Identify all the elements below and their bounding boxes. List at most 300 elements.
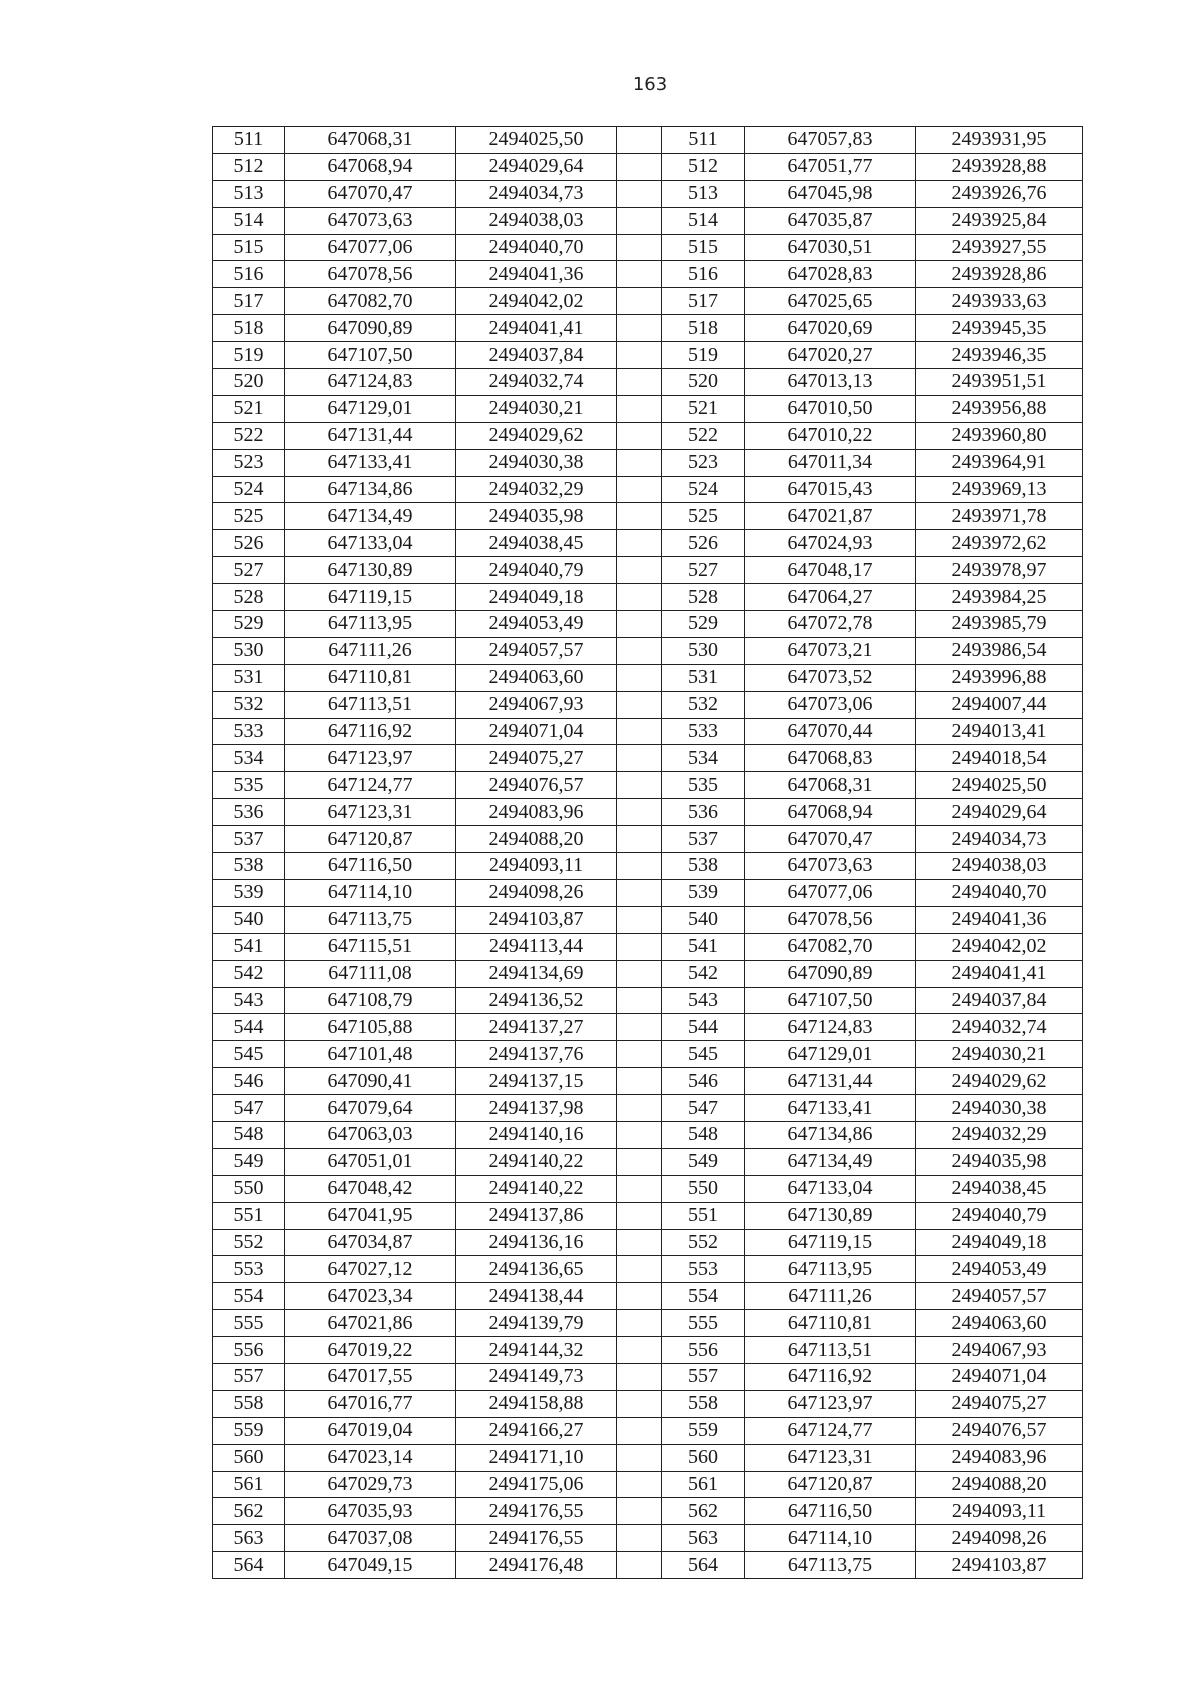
x-coordinate-right: 647010,22	[745, 422, 916, 449]
empty-gap-cell	[617, 826, 662, 853]
empty-gap-cell	[617, 853, 662, 880]
x-coordinate-left: 647129,01	[285, 395, 456, 422]
point-number-left: 528	[213, 584, 285, 611]
table-row	[213, 637, 1083, 664]
x-coordinate-left: 647114,10	[285, 879, 456, 906]
point-number-left: 515	[213, 234, 285, 261]
x-coordinate-left: 647041,95	[285, 1202, 456, 1229]
x-coordinate-right: 647048,17	[745, 557, 916, 584]
point-number-left: 530	[213, 637, 285, 664]
empty-gap-cell	[617, 530, 662, 557]
x-coordinate-right: 647134,86	[745, 1121, 916, 1148]
y-coordinate-right: 2493985,79	[916, 611, 1083, 638]
x-coordinate-left: 647111,26	[285, 637, 456, 664]
y-coordinate-right: 2494040,79	[916, 1202, 1083, 1229]
point-number-right: 541	[662, 933, 745, 960]
point-number-left: 553	[213, 1256, 285, 1283]
x-coordinate-right: 647113,95	[745, 1256, 916, 1283]
x-coordinate-right: 647021,87	[745, 503, 916, 530]
y-coordinate-left: 2494034,73	[456, 180, 617, 207]
point-number-right: 555	[662, 1310, 745, 1337]
point-number-right: 522	[662, 422, 745, 449]
y-coordinate-left: 2494134,69	[456, 960, 617, 987]
point-number-right: 535	[662, 772, 745, 799]
y-coordinate-left: 2494175,06	[456, 1471, 617, 1498]
y-coordinate-right: 2493960,80	[916, 422, 1083, 449]
empty-gap-cell	[617, 395, 662, 422]
y-coordinate-right: 2494041,41	[916, 960, 1083, 987]
empty-gap-cell	[617, 1417, 662, 1444]
table-row	[213, 691, 1083, 718]
x-coordinate-right: 647013,13	[745, 369, 916, 396]
table-row	[213, 718, 1083, 745]
table-row	[213, 1095, 1083, 1122]
table-row	[213, 1068, 1083, 1095]
empty-gap-cell	[617, 503, 662, 530]
table-row	[213, 933, 1083, 960]
point-number-right: 545	[662, 1041, 745, 1068]
table-row	[213, 1041, 1083, 1068]
y-coordinate-right: 2494041,36	[916, 906, 1083, 933]
x-coordinate-right: 647057,83	[745, 127, 916, 154]
point-number-right: 513	[662, 180, 745, 207]
x-coordinate-left: 647048,42	[285, 1175, 456, 1202]
empty-gap-cell	[617, 476, 662, 503]
empty-gap-cell	[617, 1256, 662, 1283]
table-row	[213, 664, 1083, 691]
table-row	[213, 1256, 1083, 1283]
x-coordinate-left: 647124,83	[285, 369, 456, 396]
table-row	[213, 1498, 1083, 1525]
y-coordinate-left: 2494057,57	[456, 637, 617, 664]
point-number-left: 550	[213, 1175, 285, 1202]
y-coordinate-left: 2494025,50	[456, 127, 617, 154]
x-coordinate-right: 647028,83	[745, 261, 916, 288]
point-number-left: 526	[213, 530, 285, 557]
x-coordinate-left: 647077,06	[285, 234, 456, 261]
y-coordinate-left: 2494030,38	[456, 449, 617, 476]
y-coordinate-right: 2494018,54	[916, 745, 1083, 772]
y-coordinate-right: 2494030,21	[916, 1041, 1083, 1068]
x-coordinate-left: 647049,15	[285, 1552, 456, 1579]
y-coordinate-right: 2493951,51	[916, 369, 1083, 396]
x-coordinate-left: 647027,12	[285, 1256, 456, 1283]
table-row	[213, 1471, 1083, 1498]
y-coordinate-left: 2494076,57	[456, 772, 617, 799]
table-row	[213, 1175, 1083, 1202]
y-coordinate-right: 2493978,97	[916, 557, 1083, 584]
x-coordinate-left: 647021,86	[285, 1310, 456, 1337]
point-number-left: 521	[213, 395, 285, 422]
y-coordinate-right: 2494071,04	[916, 1363, 1083, 1390]
y-coordinate-right: 2494035,98	[916, 1148, 1083, 1175]
point-number-left: 529	[213, 611, 285, 638]
point-number-left: 545	[213, 1041, 285, 1068]
table-row	[213, 422, 1083, 449]
x-coordinate-left: 647023,14	[285, 1444, 456, 1471]
y-coordinate-left: 2494041,41	[456, 315, 617, 342]
point-number-left: 564	[213, 1552, 285, 1579]
empty-gap-cell	[617, 718, 662, 745]
point-number-left: 543	[213, 987, 285, 1014]
x-coordinate-right: 647064,27	[745, 584, 916, 611]
y-coordinate-left: 2494103,87	[456, 906, 617, 933]
x-coordinate-right: 647011,34	[745, 449, 916, 476]
x-coordinate-left: 647113,95	[285, 611, 456, 638]
point-number-left: 561	[213, 1471, 285, 1498]
x-coordinate-right: 647078,56	[745, 906, 916, 933]
x-coordinate-left: 647105,88	[285, 1014, 456, 1041]
y-coordinate-right: 2493969,13	[916, 476, 1083, 503]
empty-gap-cell	[617, 772, 662, 799]
y-coordinate-left: 2494171,10	[456, 1444, 617, 1471]
point-number-left: 520	[213, 369, 285, 396]
point-number-left: 563	[213, 1525, 285, 1552]
x-coordinate-left: 647070,47	[285, 180, 456, 207]
point-number-left: 537	[213, 826, 285, 853]
point-number-right: 527	[662, 557, 745, 584]
point-number-right: 524	[662, 476, 745, 503]
y-coordinate-left: 2494137,15	[456, 1068, 617, 1095]
table-row	[213, 1363, 1083, 1390]
empty-gap-cell	[617, 557, 662, 584]
point-number-right: 548	[662, 1121, 745, 1148]
y-coordinate-left: 2494140,16	[456, 1121, 617, 1148]
y-coordinate-left: 2494029,64	[456, 153, 617, 180]
y-coordinate-right: 2494049,18	[916, 1229, 1083, 1256]
x-coordinate-left: 647116,92	[285, 718, 456, 745]
y-coordinate-left: 2494137,27	[456, 1014, 617, 1041]
x-coordinate-left: 647123,31	[285, 799, 456, 826]
x-coordinate-left: 647034,87	[285, 1229, 456, 1256]
point-number-right: 542	[662, 960, 745, 987]
point-number-right: 546	[662, 1068, 745, 1095]
point-number-left: 548	[213, 1121, 285, 1148]
y-coordinate-right: 2493928,88	[916, 153, 1083, 180]
x-coordinate-right: 647113,75	[745, 1552, 916, 1579]
x-coordinate-right: 647116,92	[745, 1363, 916, 1390]
point-number-left: 513	[213, 180, 285, 207]
x-coordinate-left: 647082,70	[285, 288, 456, 315]
x-coordinate-right: 647107,50	[745, 987, 916, 1014]
x-coordinate-right: 647024,93	[745, 530, 916, 557]
point-number-right: 514	[662, 207, 745, 234]
table-row	[213, 799, 1083, 826]
x-coordinate-left: 647101,48	[285, 1041, 456, 1068]
x-coordinate-right: 647073,63	[745, 853, 916, 880]
x-coordinate-left: 647120,87	[285, 826, 456, 853]
empty-gap-cell	[617, 1471, 662, 1498]
point-number-right: 544	[662, 1014, 745, 1041]
empty-gap-cell	[617, 1363, 662, 1390]
y-coordinate-right: 2494083,96	[916, 1444, 1083, 1471]
point-number-right: 511	[662, 127, 745, 154]
x-coordinate-right: 647124,83	[745, 1014, 916, 1041]
y-coordinate-left: 2494138,44	[456, 1283, 617, 1310]
point-number-right: 552	[662, 1229, 745, 1256]
y-coordinate-left: 2494040,79	[456, 557, 617, 584]
x-coordinate-left: 647079,64	[285, 1095, 456, 1122]
x-coordinate-left: 647111,08	[285, 960, 456, 987]
table-row	[213, 530, 1083, 557]
y-coordinate-left: 2494139,79	[456, 1310, 617, 1337]
page-number: 163	[632, 74, 668, 95]
x-coordinate-left: 647090,41	[285, 1068, 456, 1095]
x-coordinate-left: 647016,77	[285, 1390, 456, 1417]
empty-gap-cell	[617, 879, 662, 906]
x-coordinate-left: 647023,34	[285, 1283, 456, 1310]
point-number-left: 556	[213, 1337, 285, 1364]
point-number-right: 547	[662, 1095, 745, 1122]
y-coordinate-right: 2494042,02	[916, 933, 1083, 960]
y-coordinate-left: 2494166,27	[456, 1417, 617, 1444]
x-coordinate-left: 647035,93	[285, 1498, 456, 1525]
y-coordinate-right: 2494067,93	[916, 1337, 1083, 1364]
empty-gap-cell	[617, 1444, 662, 1471]
point-number-left: 560	[213, 1444, 285, 1471]
y-coordinate-left: 2494038,45	[456, 530, 617, 557]
point-number-left: 532	[213, 691, 285, 718]
x-coordinate-right: 647116,50	[745, 1498, 916, 1525]
empty-gap-cell	[617, 1498, 662, 1525]
x-coordinate-left: 647019,04	[285, 1417, 456, 1444]
y-coordinate-left: 2494083,96	[456, 799, 617, 826]
empty-gap-cell	[617, 449, 662, 476]
table-row	[213, 369, 1083, 396]
table-row	[213, 1310, 1083, 1337]
y-coordinate-left: 2494136,65	[456, 1256, 617, 1283]
empty-gap-cell	[617, 315, 662, 342]
x-coordinate-right: 647025,65	[745, 288, 916, 315]
point-number-right: 533	[662, 718, 745, 745]
table-row	[213, 853, 1083, 880]
empty-gap-cell	[617, 1014, 662, 1041]
point-number-right: 530	[662, 637, 745, 664]
point-number-right: 540	[662, 906, 745, 933]
empty-gap-cell	[617, 1552, 662, 1579]
y-coordinate-right: 2494030,38	[916, 1095, 1083, 1122]
y-coordinate-right: 2494034,73	[916, 826, 1083, 853]
y-coordinate-left: 2494035,98	[456, 503, 617, 530]
y-coordinate-left: 2494071,04	[456, 718, 617, 745]
table-row	[213, 1337, 1083, 1364]
x-coordinate-right: 647133,41	[745, 1095, 916, 1122]
point-number-left: 516	[213, 261, 285, 288]
point-number-right: 554	[662, 1283, 745, 1310]
empty-gap-cell	[617, 1229, 662, 1256]
table-row	[213, 1390, 1083, 1417]
y-coordinate-left: 2494030,21	[456, 395, 617, 422]
table-row	[213, 1525, 1083, 1552]
y-coordinate-right: 2494093,11	[916, 1498, 1083, 1525]
y-coordinate-left: 2494137,86	[456, 1202, 617, 1229]
x-coordinate-left: 647116,50	[285, 853, 456, 880]
x-coordinate-right: 647134,49	[745, 1148, 916, 1175]
empty-gap-cell	[617, 611, 662, 638]
point-number-right: 523	[662, 449, 745, 476]
table-row	[213, 1283, 1083, 1310]
point-number-left: 538	[213, 853, 285, 880]
x-coordinate-right: 647077,06	[745, 879, 916, 906]
y-coordinate-left: 2494176,48	[456, 1552, 617, 1579]
y-coordinate-left: 2494113,44	[456, 933, 617, 960]
x-coordinate-left: 647078,56	[285, 261, 456, 288]
point-number-left: 557	[213, 1363, 285, 1390]
y-coordinate-left: 2494041,36	[456, 261, 617, 288]
x-coordinate-right: 647073,52	[745, 664, 916, 691]
point-number-right: 529	[662, 611, 745, 638]
x-coordinate-right: 647111,26	[745, 1283, 916, 1310]
y-coordinate-left: 2494149,73	[456, 1363, 617, 1390]
x-coordinate-left: 647130,89	[285, 557, 456, 584]
empty-gap-cell	[617, 745, 662, 772]
y-coordinate-right: 2494007,44	[916, 691, 1083, 718]
point-number-right: 560	[662, 1444, 745, 1471]
point-number-left: 535	[213, 772, 285, 799]
y-coordinate-right: 2493928,86	[916, 261, 1083, 288]
point-number-left: 524	[213, 476, 285, 503]
y-coordinate-right: 2494038,45	[916, 1175, 1083, 1202]
x-coordinate-left: 647051,01	[285, 1148, 456, 1175]
empty-gap-cell	[617, 1390, 662, 1417]
y-coordinate-left: 2494140,22	[456, 1148, 617, 1175]
table-row	[213, 1552, 1083, 1579]
point-number-left: 559	[213, 1417, 285, 1444]
point-number-left: 539	[213, 879, 285, 906]
y-coordinate-right: 2494032,74	[916, 1014, 1083, 1041]
x-coordinate-left: 647123,97	[285, 745, 456, 772]
x-coordinate-right: 647123,31	[745, 1444, 916, 1471]
point-number-right: 519	[662, 342, 745, 369]
table-row	[213, 342, 1083, 369]
x-coordinate-right: 647090,89	[745, 960, 916, 987]
table-row	[213, 1444, 1083, 1471]
point-number-left: 536	[213, 799, 285, 826]
x-coordinate-right: 647068,94	[745, 799, 916, 826]
point-number-right: 520	[662, 369, 745, 396]
x-coordinate-left: 647019,22	[285, 1337, 456, 1364]
table-row	[213, 234, 1083, 261]
table-row	[213, 611, 1083, 638]
point-number-right: 563	[662, 1525, 745, 1552]
point-number-left: 519	[213, 342, 285, 369]
y-coordinate-right: 2494057,57	[916, 1283, 1083, 1310]
y-coordinate-left: 2494176,55	[456, 1498, 617, 1525]
y-coordinate-left: 2494158,88	[456, 1390, 617, 1417]
y-coordinate-left: 2494140,22	[456, 1175, 617, 1202]
y-coordinate-right: 2494029,64	[916, 799, 1083, 826]
point-number-right: 539	[662, 879, 745, 906]
table-row	[213, 153, 1083, 180]
x-coordinate-left: 647017,55	[285, 1363, 456, 1390]
point-number-right: 550	[662, 1175, 745, 1202]
point-number-right: 525	[662, 503, 745, 530]
x-coordinate-right: 647010,50	[745, 395, 916, 422]
x-coordinate-left: 647108,79	[285, 987, 456, 1014]
point-number-left: 512	[213, 153, 285, 180]
table-row	[213, 772, 1083, 799]
x-coordinate-right: 647124,77	[745, 1417, 916, 1444]
point-number-right: 518	[662, 315, 745, 342]
point-number-left: 518	[213, 315, 285, 342]
point-number-right: 536	[662, 799, 745, 826]
empty-gap-cell	[617, 1310, 662, 1337]
y-coordinate-left: 2494040,70	[456, 234, 617, 261]
table-row	[213, 261, 1083, 288]
point-number-right: 521	[662, 395, 745, 422]
table-row	[213, 1121, 1083, 1148]
y-coordinate-right: 2494037,84	[916, 987, 1083, 1014]
y-coordinate-left: 2494063,60	[456, 664, 617, 691]
point-number-right: 562	[662, 1498, 745, 1525]
table-row	[213, 315, 1083, 342]
point-number-left: 558	[213, 1390, 285, 1417]
empty-gap-cell	[617, 207, 662, 234]
x-coordinate-right: 647072,78	[745, 611, 916, 638]
point-number-right: 526	[662, 530, 745, 557]
point-number-left: 523	[213, 449, 285, 476]
x-coordinate-left: 647073,63	[285, 207, 456, 234]
x-coordinate-right: 647133,04	[745, 1175, 916, 1202]
y-coordinate-right: 2493996,88	[916, 664, 1083, 691]
x-coordinate-right: 647120,87	[745, 1471, 916, 1498]
table-row	[213, 395, 1083, 422]
point-number-right: 537	[662, 826, 745, 853]
x-coordinate-right: 647130,89	[745, 1202, 916, 1229]
y-coordinate-left: 2494176,55	[456, 1525, 617, 1552]
y-coordinate-left: 2494093,11	[456, 853, 617, 880]
table-row	[213, 1202, 1083, 1229]
empty-gap-cell	[617, 1525, 662, 1552]
x-coordinate-right: 647068,31	[745, 772, 916, 799]
point-number-left: 562	[213, 1498, 285, 1525]
x-coordinate-right: 647114,10	[745, 1525, 916, 1552]
y-coordinate-left: 2494098,26	[456, 879, 617, 906]
y-coordinate-right: 2493984,25	[916, 584, 1083, 611]
x-coordinate-left: 647063,03	[285, 1121, 456, 1148]
point-number-right: 561	[662, 1471, 745, 1498]
empty-gap-cell	[617, 906, 662, 933]
point-number-right: 515	[662, 234, 745, 261]
x-coordinate-left: 647113,51	[285, 691, 456, 718]
empty-gap-cell	[617, 1121, 662, 1148]
empty-gap-cell	[617, 261, 662, 288]
empty-gap-cell	[617, 369, 662, 396]
table-row	[213, 557, 1083, 584]
point-number-left: 533	[213, 718, 285, 745]
x-coordinate-right: 647070,44	[745, 718, 916, 745]
y-coordinate-right: 2493931,95	[916, 127, 1083, 154]
point-number-right: 553	[662, 1256, 745, 1283]
coordinates-table-body	[213, 127, 1083, 1579]
x-coordinate-right: 647129,01	[745, 1041, 916, 1068]
y-coordinate-right: 2494040,70	[916, 879, 1083, 906]
point-number-right: 564	[662, 1552, 745, 1579]
y-coordinate-left: 2494029,62	[456, 422, 617, 449]
point-number-right: 551	[662, 1202, 745, 1229]
empty-gap-cell	[617, 799, 662, 826]
y-coordinate-right: 2493926,76	[916, 180, 1083, 207]
point-number-left: 522	[213, 422, 285, 449]
y-coordinate-right: 2494029,62	[916, 1068, 1083, 1095]
y-coordinate-right: 2494075,27	[916, 1390, 1083, 1417]
empty-gap-cell	[617, 1337, 662, 1364]
y-coordinate-right: 2493971,78	[916, 503, 1083, 530]
x-coordinate-right: 647045,98	[745, 180, 916, 207]
x-coordinate-left: 647134,49	[285, 503, 456, 530]
point-number-right: 512	[662, 153, 745, 180]
y-coordinate-left: 2494053,49	[456, 611, 617, 638]
